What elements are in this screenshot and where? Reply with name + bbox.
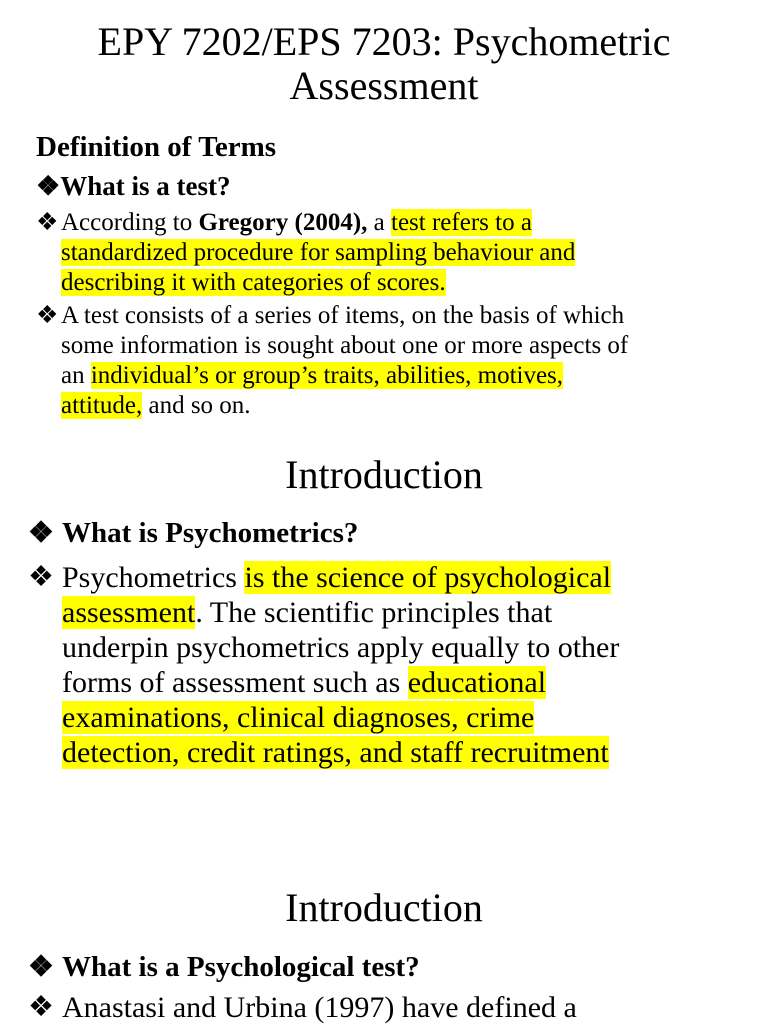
text-fragment: According to — [61, 209, 199, 236]
text-fragment: Psychometrics — [62, 561, 245, 594]
paragraph-text: Anastasi and Urbina (1997) have defined a — [62, 991, 577, 1024]
question-what-is-psychological-test — [28, 950, 420, 984]
highlighted-text: detection, credit ratings, and staff recruitment — [62, 736, 609, 769]
text-fragment: forms of assessment such as — [62, 666, 408, 699]
diamond-bullet-icon: ❖ — [28, 991, 54, 1023]
highlighted-text: test refers to a — [391, 209, 532, 236]
paragraph-text — [61, 301, 736, 421]
text-fragment: an — [61, 362, 91, 389]
text-fragment: A test consists of a series of items, on the basis of which — [61, 302, 625, 329]
text-fragment: a — [367, 209, 392, 236]
slide-title — [0, 20, 768, 108]
section-title-introduction: Introduction — [285, 452, 483, 497]
diamond-bullet-icon: ❖ — [28, 951, 54, 983]
question-what-is-psychometrics — [28, 516, 358, 550]
question-what-is-test — [36, 170, 230, 202]
definition-paragraph-1 — [36, 208, 736, 298]
slide-title-line2: Assessment — [289, 63, 479, 108]
highlighted-text: is the science of psychological — [244, 561, 612, 594]
paragraph-text — [61, 208, 731, 298]
highlighted-text: individual’s or group’s traits, abilities, motives, — [90, 362, 564, 389]
diamond-bullet-icon: ❖ — [28, 517, 54, 549]
highlighted-text: educational — [407, 666, 547, 699]
diamond-bullet-icon: ❖ — [28, 561, 54, 593]
question-text: What is a test? — [60, 171, 231, 201]
diamond-bullet-icon: ❖ — [36, 171, 61, 201]
text-fragment: and so on. — [142, 392, 251, 419]
author-citation: Gregory (2004), — [198, 209, 368, 236]
slide-title-line1: EPY 7202/EPS 7203: Psychometric — [97, 19, 671, 64]
psychometrics-paragraph — [28, 560, 748, 770]
highlighted-text: examinations, clinical diagnoses, crime — [62, 701, 535, 734]
text-fragment: some information is sought about one or more aspects of — [61, 332, 629, 359]
highlighted-text: assessment — [62, 596, 196, 629]
definition-heading: Definition of Terms — [36, 131, 277, 163]
highlighted-text: standardized procedure for sampling behaviour and — [61, 239, 576, 266]
highlighted-text: describing it with categories of scores — [61, 269, 440, 296]
text-fragment: . — [439, 269, 446, 296]
diamond-bullet-icon: ❖ — [36, 209, 59, 236]
definition-paragraph-2 — [36, 301, 736, 421]
section-title-introduction: Introduction — [285, 885, 483, 930]
paragraph-text — [62, 560, 748, 770]
psychological-test-paragraph — [28, 990, 748, 1025]
text-fragment: underpin psychometrics apply equally to other — [62, 631, 620, 664]
question-text: What is Psychometrics? — [62, 517, 359, 549]
question-text: What is a Psychological test? — [62, 951, 420, 983]
diamond-bullet-icon: ❖ — [36, 302, 59, 329]
highlighted-text: attitude, — [61, 392, 143, 419]
text-fragment: . The scientific principles that — [195, 596, 553, 629]
